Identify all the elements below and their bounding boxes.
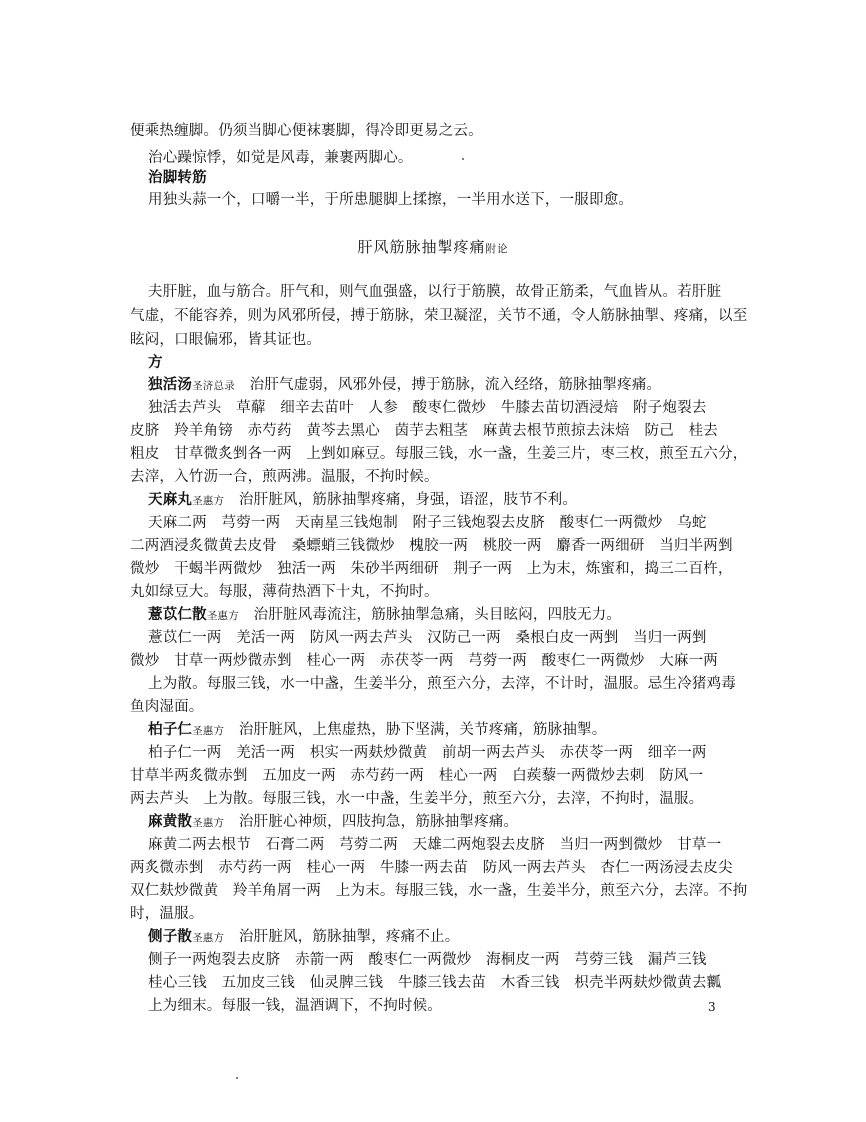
recipe-indication: 治肝脏风，筋脉抽掣疼痛，身强，语涩，肢节不利。: [238, 492, 578, 508]
text-line: 时，温服。: [130, 906, 204, 922]
recipe-heading: [148, 375, 748, 396]
recipe-heading: [148, 490, 748, 511]
text-line: 治心躁惊悸，如觉是风毒，兼裹两脚心。: [148, 150, 413, 166]
recipe-name: 侧子散: [148, 928, 193, 945]
text-line: 微炒 甘草一两炒微赤剉 桂心一两 赤茯苓一两 芎䓖一两 酸枣仁一两微炒 大麻一两: [130, 653, 718, 669]
text-line: 皮脐 羚羊角镑 赤芍药 黄芩去黑心 茵芋去粗茎 麻黄去根节煎掠去沫焙 防己 桂去: [130, 423, 718, 439]
text-line: 用独头蒜一个，口嚼一半，于所患腿脚上揉擦，一半用水送下，一服即愈。: [148, 192, 634, 208]
scan-speck: [462, 158, 464, 160]
text-line: 微炒 干蝎半两微炒 独活一两 朱砂半两细研 荆子一两 上为末，炼蜜和，捣三二百杵，: [130, 561, 733, 577]
recipe-indication: 治肝脏风，上焦虚热，胁下坚满，关节疼痛，筋脉抽掣。: [238, 722, 607, 738]
recipe-indication: 治肝脏风毒流注，筋脉抽掣急痛，头目眩闷，四肢无力。: [253, 607, 622, 623]
recipe-heading: [148, 927, 748, 948]
text-line: 上为细末。每服一钱，温酒调下，不拘时候。: [148, 998, 442, 1014]
recipe-heading: [148, 720, 748, 741]
recipe-source: 圣惠方: [192, 817, 225, 829]
text-line: 天麻二两 芎䓖一两 天南星三钱炮制 附子三钱炮裂去皮脐 酸枣仁一两微炒 乌蛇: [148, 515, 707, 531]
recipe-name: 柏子仁: [148, 721, 193, 738]
recipe-name: 薏苡仁散: [148, 606, 207, 623]
text-line: 便乘热缠脚。仍须当脚心便袜裹脚，得冷即更易之云。: [130, 123, 483, 139]
page-number: 3: [708, 1000, 716, 1014]
recipe-source: 圣惠方: [192, 932, 225, 944]
text-line: 粗皮 甘草微炙剉各一两 上剉如麻豆。每服三钱，水一盏，生姜三片，枣三枚，煎至五六分，: [130, 446, 748, 462]
text-line: 双仁麸炒微黄 羚羊角屑一两 上为末。每服三钱，水一盏，生姜半分，煎至六分，去滓。不拘: [130, 883, 748, 899]
text-line: 薏苡仁一两 羌活一两 防风一两去芦头 汉防己一两 桑根白皮一两剉 当归一两剉: [148, 630, 707, 646]
text-line: 二两酒浸炙微黄去皮骨 桑螵蛸三钱微炒 槐胶一两 桃胶一两 麝香一两细研 当归半两剉: [130, 538, 733, 554]
text-line: 眩闷，口眼偏邪，皆其证也。: [130, 332, 322, 348]
recipe-name: 麻黄散: [148, 813, 193, 830]
sub-heading: 治脚转筋: [148, 169, 207, 186]
section-title-note: 附论: [485, 243, 509, 255]
text-line: 桂心三钱 五加皮三钱 仙灵脾三钱 牛膝三钱去苗 木香三钱 枳壳半两麸炒微黄去瓤: [148, 975, 722, 991]
text-line: 甘草半两炙微赤剉 五加皮一两 赤芍药一两 桂心一两 白蒺藜一两微炒去刺 防风一: [130, 768, 704, 784]
text-line: 气虚，不能容养，则为风邪所侵，搏于筋脉，荣卫凝涩，关节不通，令人筋脉抽掣、疼痛，以至: [130, 308, 748, 324]
recipe-source: 圣惠方: [192, 725, 225, 737]
recipe-indication: 治肝脏心神烦，四肢拘急，筋脉抽掣疼痛。: [238, 814, 519, 830]
text-line: 柏子仁一两 羌活一两 枳实一两麸炒微黄 前胡一两去芦头 赤茯苓一两 细辛一两: [148, 745, 707, 761]
section-title-text: 肝风筋脉抽掣疼痛: [357, 238, 486, 256]
scan-speck: [236, 1077, 238, 1079]
recipe-indication: 治肝脏风，筋脉抽掣，疼痛不止。: [238, 929, 460, 945]
text-line: 独活去芦头 草薢 细辛去苗叶 人参 酸枣仁微炒 牛膝去苗切酒浸焙 附子炮裂去: [148, 400, 707, 416]
text-line: 两去芦头 上为散。每服三钱，水一中盏，生姜半分，煎至六分，去滓，不拘时，温服。: [130, 791, 704, 807]
section-title: [0, 236, 866, 257]
heading-fang: 方: [148, 354, 163, 371]
text-line: 侧子一两炮裂去皮脐 赤箭一两 酸枣仁一两微炒 海桐皮一两 芎䓖三钱 漏芦三钱: [148, 952, 707, 968]
recipe-name: 独活汤: [148, 376, 193, 393]
recipe-name: 天麻丸: [148, 491, 193, 508]
text-line: 夫肝脏，血与筋合。肝气和，则气血强盛，以行于筋膜，故骨正筋柔，气血皆从。若肝脏: [148, 284, 722, 300]
text-line: 两炙微赤剉 赤芍药一两 桂心一两 牛膝一两去苗 防风一两去芦头 杏仁一两汤浸去皮尖: [130, 860, 733, 876]
recipe-source: 圣济总录: [192, 380, 235, 392]
text-line: 上为散。每服三钱，水一中盏，生姜半分，煎至六分，去滓，不计时，温服。忌生冷猪鸡毒: [148, 676, 736, 692]
text-line: 麻黄二两去根节 石膏二两 芎䓖二两 天雄二两炮裂去皮脐 当归一两剉微炒 甘草一: [148, 837, 722, 853]
recipe-source: 圣惠方: [206, 610, 239, 622]
recipe-source: 圣惠方: [192, 495, 225, 507]
recipe-heading: [148, 605, 748, 626]
recipe-heading: [148, 812, 748, 833]
text-line: 鱼肉湿面。: [130, 699, 204, 715]
text-line: 丸如绿豆大。每服，薄荷热酒下十丸，不拘时。: [130, 584, 439, 600]
recipe-indication: 治肝气虚弱，风邪外侵，搏于筋脉，流入经络，筋脉抽掣疼痛。: [249, 377, 662, 393]
text-line: 去滓，入竹沥一合，煎两沸。温服，不拘时候。: [130, 469, 439, 485]
